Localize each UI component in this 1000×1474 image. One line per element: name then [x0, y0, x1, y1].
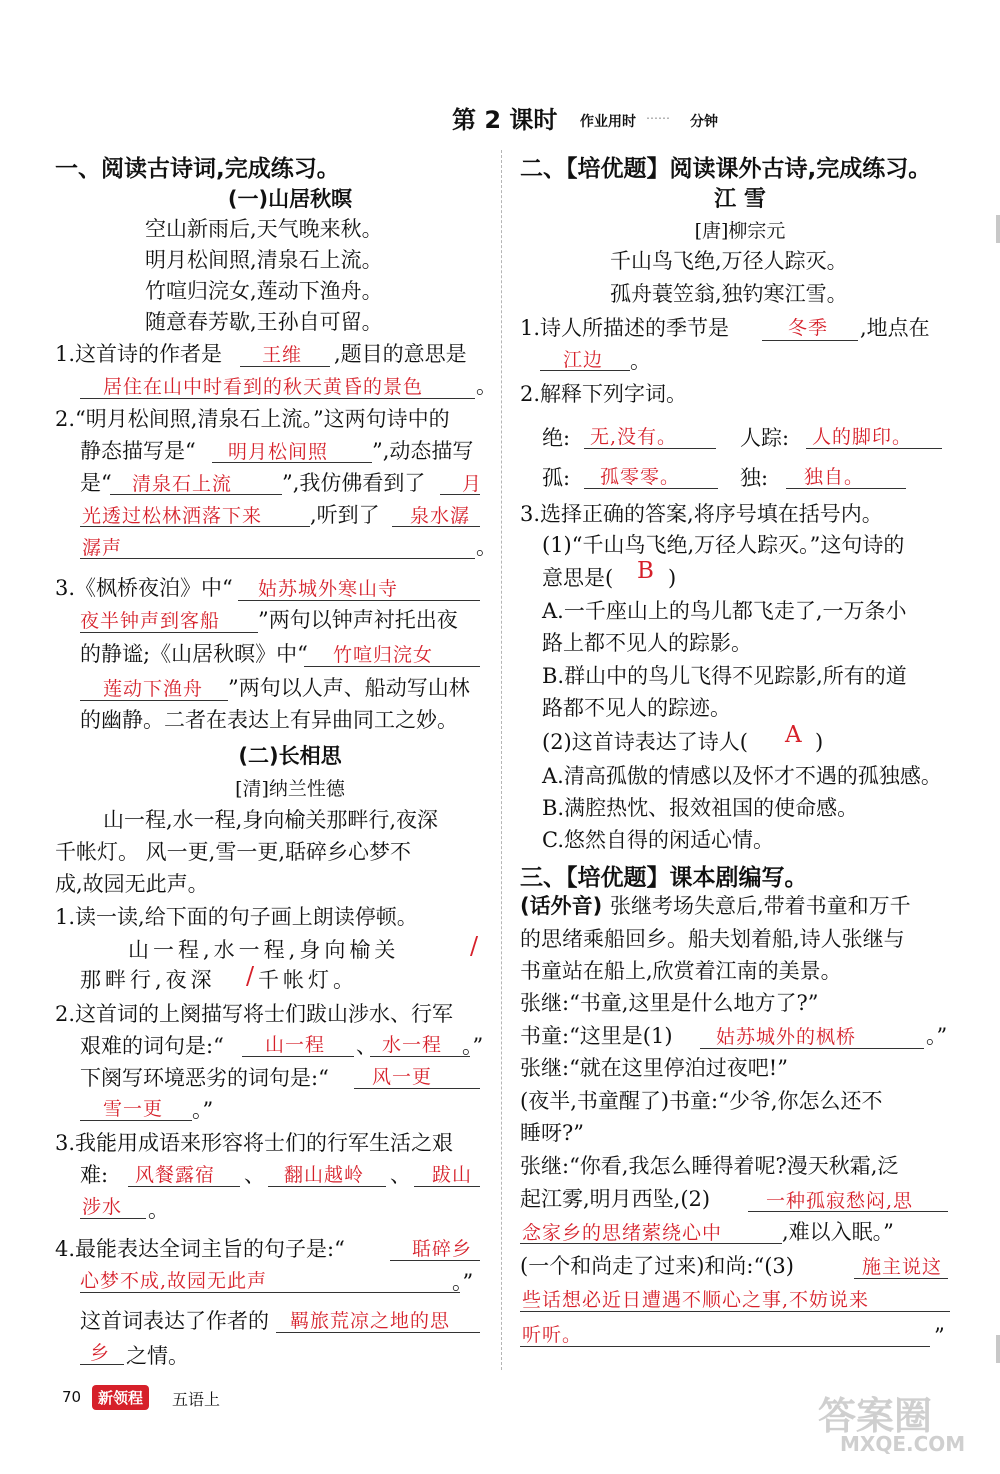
homework-time-unit: 分钟 — [690, 114, 718, 130]
script-text: ,难以入眠。” — [782, 1220, 894, 1244]
answer-text: 独自。 — [804, 466, 865, 488]
answer-text: 风一更 — [372, 1066, 433, 1088]
answer-text: 山一程 — [265, 1034, 326, 1056]
question-text: (2)这首诗表达了诗人( — [542, 730, 748, 754]
punctuation: 。 — [630, 349, 651, 373]
answer-text: 清泉石上流 — [132, 473, 233, 495]
question-text: 1.诗人所描述的季节是 — [520, 316, 730, 340]
script-text: (一个和尚走了过来)和尚:“(3) — [520, 1254, 794, 1278]
punctuation: 。 — [148, 1198, 169, 1222]
answer-text: 些话想必近日遭遇不顺心之事,不妨说来 — [522, 1289, 870, 1311]
answer-text: 一种孤寂愁闷,思 — [766, 1190, 914, 1212]
poem1-line: 随意春芳歇,王孙自可留。 — [145, 310, 383, 334]
answer-text: 姑苏城外的枫桥 — [716, 1026, 857, 1048]
answer-text: 王维 — [262, 344, 303, 366]
script-text: 起江雾,明月西坠,(2) — [520, 1187, 711, 1211]
option-text: 路上都不见人的踪影。 — [542, 631, 752, 655]
pause-sentence: 那畔行,夜深 — [80, 968, 216, 992]
punctuation: 、 — [356, 1034, 377, 1058]
question-text: 静态描写是“ — [80, 439, 196, 463]
punctuation: 。 — [476, 374, 497, 398]
punctuation: ” — [934, 1324, 945, 1348]
answer-text: 跋山 — [432, 1164, 473, 1186]
script-text: 张继考场失意后,带着书童和万千 — [610, 894, 911, 918]
answer-text: 风餐露宿 — [135, 1164, 216, 1186]
question-text: 这首词表达了作者的 — [80, 1309, 269, 1333]
watermark-logo: 答案圈 — [818, 1394, 933, 1438]
pause-mark: / — [246, 962, 256, 990]
question-text: 的静谧;《山居秋暝》中“ — [80, 642, 308, 666]
lesson-title: 第 2 课时 — [452, 106, 558, 134]
question-text: 3.选择正确的答案,将序号填在括号内。 — [520, 502, 883, 526]
poem2-line: 成,故园无此声。 — [55, 872, 209, 896]
question-text: (1)“千山鸟飞绝,万径人踪灭。”这句诗的 — [542, 533, 905, 557]
option-text: A.清高孤傲的情感以及怀才不遇的孤独感。 — [542, 764, 942, 788]
answer-text: 莲动下渔舟 — [103, 678, 204, 700]
question-text: 下阕写环境恶劣的词句是:“ — [80, 1066, 329, 1090]
question-text: 之情。 — [126, 1344, 189, 1368]
answer-text: 无,没有。 — [590, 426, 678, 448]
question-text: 2.这首词的上阕描写将士们跋山涉水、行军 — [55, 1002, 454, 1026]
script-text: 张继:“你看,我怎么睡得着呢?漫天秋霜,泛 — [520, 1154, 899, 1178]
question-text: 意思是( — [542, 566, 614, 590]
question-text: ”两句以人声、船动写山林 — [228, 676, 470, 700]
question-text: ,题目的意思是 — [334, 342, 467, 366]
script-text: 的思绪乘船回乡。船夫划着船,诗人张继与 — [520, 927, 905, 951]
option-text: 路都不见人的踪迹。 — [542, 696, 731, 720]
punctuation: 。” — [192, 1098, 214, 1122]
punctuation: ) — [815, 730, 824, 754]
section1-title: 一、阅读古诗词,完成练习。 — [55, 156, 340, 182]
answer-text: 居住在山中时看到的秋天黄昏的景色 — [103, 376, 424, 398]
answer-text: 姑苏城外寒山寺 — [258, 578, 399, 600]
column-divider — [501, 150, 502, 1370]
question-text: 2.解释下列字词。 — [520, 382, 688, 406]
question-text: 1.读一读,给下面的句子画上朗读停顿。 — [55, 905, 418, 929]
question-text: 1.这首诗的作者是 — [55, 342, 223, 366]
poem1-title: (一)山居秋暝 — [227, 187, 353, 211]
word-label: 人踪: — [740, 426, 790, 450]
poem2-line: 山一程,水一程,身向榆关那畔行,夜深 — [103, 808, 439, 832]
question-text: 3.《枫桥夜泊》中“ — [55, 576, 233, 600]
side-tab-mark — [996, 215, 1000, 243]
poem3-title: 江 雪 — [714, 187, 766, 212]
answer-text: 翻山越岭 — [284, 1164, 365, 1186]
poem1-line: 明月松间照,清泉石上流。 — [145, 248, 383, 272]
question-text: ,地点在 — [860, 316, 930, 340]
answer-text: 夜半钟声到客船 — [80, 610, 221, 632]
word-label: 绝: — [542, 426, 571, 450]
answer-blank[interactable] — [762, 340, 858, 341]
script-text: 书童:“这里是(1) — [520, 1024, 673, 1048]
answer-text: 江边 — [563, 349, 604, 371]
brand-logo: 新领程 — [92, 1385, 149, 1410]
script-text: (夜半,书童醒了)书童:“少爷,你怎么还不 — [520, 1089, 883, 1113]
answer-text: 涉水 — [82, 1196, 123, 1218]
question-text: 3.我能用成语来形容将士们的行军生活之艰 — [55, 1131, 454, 1155]
answer-text: 水一程 — [382, 1034, 443, 1056]
question-text: 艰难的词句是:“ — [80, 1034, 224, 1058]
answer-text: 听听。 — [522, 1324, 583, 1346]
option-text: B.群山中的鸟儿飞得不见踪影,所有的道 — [542, 664, 907, 688]
script-text: 张继:“就在这里停泊过夜吧!” — [520, 1056, 788, 1080]
answer-blank[interactable] — [80, 558, 475, 559]
punctuation: 。” — [462, 1034, 484, 1058]
option-text: C.悠然自得的闲适心情。 — [542, 828, 774, 852]
option-text: A.一千座山上的鸟儿都飞走了,一万条小 — [542, 599, 907, 623]
answer-text: 竹喧归浣女 — [333, 644, 434, 666]
section2-title: 二、【培优题】阅读课外古诗,完成练习。 — [520, 156, 932, 182]
pause-sentence: 山一程,水一程,身向榆关 — [128, 938, 400, 962]
poem3-line: 千山鸟飞绝,万径人踪灭。 — [610, 249, 848, 273]
answer-text: A — [785, 722, 803, 748]
section3-title: 三、【培优题】课本剧编写。 — [520, 865, 808, 891]
answer-text: 明月松间照 — [228, 441, 329, 463]
watermark-url: MXQE.COM — [840, 1432, 966, 1456]
punctuation: 。 — [476, 535, 497, 559]
script-text: 书童站在船上,欣赏着江南的美景。 — [520, 959, 842, 983]
punctuation: 、 — [244, 1163, 265, 1187]
answer-text: 潺声 — [82, 537, 123, 559]
poem2-title: (二)长相思 — [238, 744, 342, 768]
homework-time-blank[interactable]: …… — [646, 108, 670, 122]
answer-text: 心梦不成,故园无此声 — [80, 1270, 268, 1292]
answer-text: 人的脚印。 — [812, 426, 913, 448]
poem1-line: 空山新雨后,天气晚来秋。 — [145, 217, 383, 241]
poem1-line: 竹喧归浣女,莲动下渔舟。 — [145, 279, 383, 303]
punctuation: 。” — [452, 1270, 474, 1294]
answer-text: B — [637, 558, 655, 584]
answer-text: 冬季 — [788, 317, 829, 339]
answer-text: 施主说这 — [862, 1256, 943, 1278]
option-text: B.满腔热忱、报效祖国的使命感。 — [542, 796, 859, 820]
question-text: 的幽静。二者在表达上有异曲同工之妙。 — [80, 708, 458, 732]
answer-text: 聒碎乡 — [412, 1238, 473, 1260]
narrator-tag: (话外音) — [520, 894, 603, 918]
question-text: ”,动态描写 — [372, 439, 474, 463]
question-text: 难: — [80, 1163, 109, 1187]
pause-sentence: 千帐灯。 — [258, 968, 358, 992]
answer-text: 念家乡的思绪萦绕心中 — [522, 1222, 723, 1244]
punctuation: 。” — [926, 1024, 948, 1048]
side-tab-mark — [996, 1335, 1000, 1363]
answer-text: 泉水潺 — [410, 505, 471, 527]
poem3-author: [唐]柳宗元 — [694, 220, 786, 242]
poem3-line: 孤舟蓑笠翁,独钓寒江雪。 — [610, 282, 848, 306]
script-text: 张继:“书童,这里是什么地方了?” — [520, 991, 819, 1015]
book-label: 五语上 — [172, 1390, 221, 1409]
question-text: ”,我仿佛看到了 — [282, 471, 426, 495]
answer-text: 光透过松林洒落下来 — [82, 505, 263, 527]
word-label: 独: — [740, 466, 769, 490]
poem2-author: [清]纳兰性德 — [235, 778, 345, 800]
answer-text: 羁旅荒凉之地的思 — [290, 1310, 451, 1332]
answer-text: 孤零零。 — [600, 466, 681, 488]
poem2-line: 千帐灯。 风一更,雪一更,聒碎乡心梦不 — [55, 840, 412, 864]
answer-text: 乡 — [90, 1342, 111, 1364]
punctuation: 、 — [390, 1163, 411, 1187]
word-label: 孤: — [542, 466, 571, 490]
homework-time-label: 作业用时 — [580, 114, 636, 130]
page-number: 70 — [62, 1388, 82, 1406]
question-text: 4.最能表达全词主旨的句子是:“ — [55, 1237, 345, 1261]
punctuation: ) — [668, 566, 677, 590]
question-text: 是“ — [80, 471, 112, 495]
question-text: 2.“明月松间照,清泉石上流。”这两句诗中的 — [55, 407, 450, 431]
answer-text: 雪一更 — [103, 1098, 164, 1120]
question-text: ”两句以钟声衬托出夜 — [258, 608, 458, 632]
script-text: 睡呀?” — [520, 1121, 584, 1145]
answer-text: 月 — [462, 473, 483, 495]
pause-mark: / — [470, 932, 480, 960]
question-text: ,听到了 — [310, 503, 380, 527]
